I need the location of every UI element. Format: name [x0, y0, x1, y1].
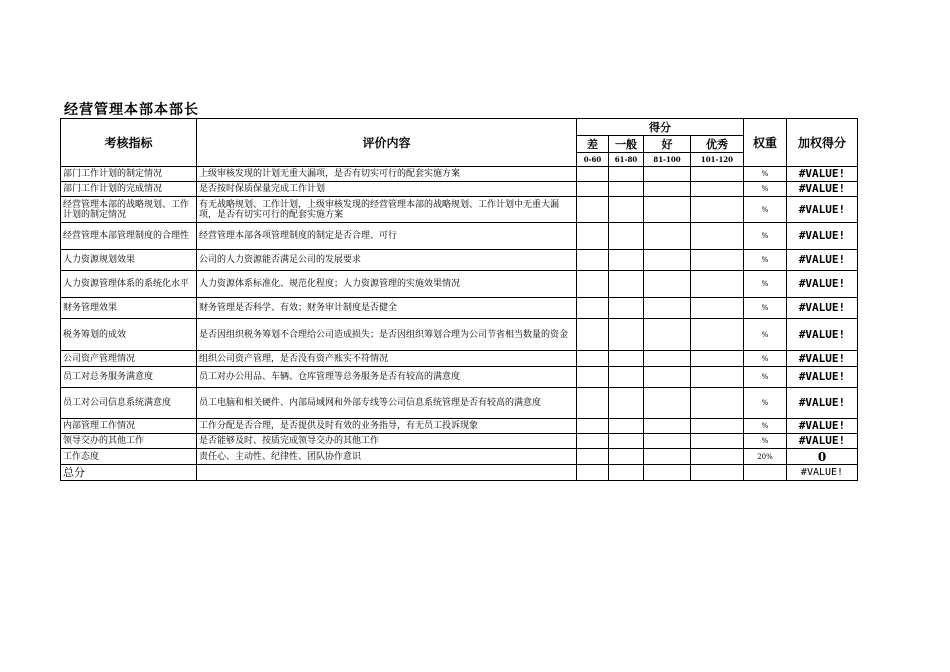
- score-cell[interactable]: [691, 182, 744, 197]
- header-score: 得分: [577, 119, 744, 136]
- weighted-score-cell: #VALUE!: [787, 319, 858, 351]
- content-cell: 员工电脑和相关硬件、内部局域网和外部专线等公司信息系统管理是否有较高的满意度: [197, 388, 577, 419]
- indicator-cell: 税务筹划的成效: [61, 319, 197, 351]
- header-range-excellent: 101-120: [691, 153, 744, 167]
- indicator-cell: 人力资源管理体系的系统化水平: [61, 271, 197, 298]
- sheet-title: 经营管理本部本部长: [64, 102, 199, 118]
- indicator-cell: 内部管理工作情况: [61, 419, 197, 434]
- score-cell[interactable]: [609, 465, 644, 481]
- score-cell[interactable]: [691, 419, 744, 434]
- score-cell[interactable]: [691, 298, 744, 319]
- weight-cell[interactable]: %: [744, 298, 787, 319]
- score-cell[interactable]: [609, 351, 644, 367]
- weight-cell[interactable]: %: [744, 434, 787, 449]
- score-cell[interactable]: [609, 367, 644, 388]
- score-cell[interactable]: [577, 351, 609, 367]
- score-cell[interactable]: [577, 449, 609, 465]
- indicator-cell: 经营管理本部管理制度的合理性: [61, 223, 197, 250]
- header-level-average: 一般: [609, 136, 644, 153]
- weighted-score-cell: #VALUE!: [787, 367, 858, 388]
- weight-cell[interactable]: %: [744, 250, 787, 271]
- weighted-score-cell: #VALUE!: [787, 271, 858, 298]
- score-cell[interactable]: [691, 250, 744, 271]
- weighted-score-cell: 0: [787, 449, 858, 465]
- score-cell[interactable]: [609, 223, 644, 250]
- weighted-score-cell: #VALUE!: [787, 434, 858, 449]
- score-cell[interactable]: [644, 367, 691, 388]
- evaluation-table: [60, 118, 858, 481]
- score-cell[interactable]: [691, 271, 744, 298]
- score-cell[interactable]: [609, 419, 644, 434]
- score-cell[interactable]: [577, 250, 609, 271]
- table-row: [61, 298, 858, 319]
- score-cell[interactable]: [577, 298, 609, 319]
- table-row: [61, 449, 858, 465]
- score-cell[interactable]: [644, 449, 691, 465]
- score-cell[interactable]: [644, 167, 691, 182]
- score-cell[interactable]: [644, 319, 691, 351]
- weight-cell[interactable]: %: [744, 367, 787, 388]
- table-row: [61, 367, 858, 388]
- score-cell[interactable]: [644, 388, 691, 419]
- total-row: [61, 465, 858, 481]
- score-cell[interactable]: [691, 319, 744, 351]
- table-row: [61, 351, 858, 367]
- score-cell[interactable]: [609, 197, 644, 223]
- score-cell[interactable]: [577, 465, 609, 481]
- table-row: [61, 167, 858, 182]
- weighted-score-cell: #VALUE!: [787, 167, 858, 182]
- total-weight-cell[interactable]: [744, 465, 787, 481]
- score-cell[interactable]: [644, 298, 691, 319]
- weighted-score-cell: #VALUE!: [787, 223, 858, 250]
- content-cell: 责任心、主动性、纪律性、团队协作意识: [197, 449, 577, 465]
- indicator-cell: 财务管理效果: [61, 298, 197, 319]
- score-cell[interactable]: [577, 271, 609, 298]
- score-cell[interactable]: [691, 388, 744, 419]
- header-content: 评价内容: [197, 119, 577, 167]
- indicator-cell: 经营管理本部的战略规划、工作计划的制定情况: [61, 197, 197, 223]
- weighted-score-cell: #VALUE!: [787, 298, 858, 319]
- score-cell[interactable]: [609, 167, 644, 182]
- header-range-good: 81-100: [644, 153, 691, 167]
- weighted-score-cell: #VALUE!: [787, 250, 858, 271]
- weighted-score-cell: #VALUE!: [787, 419, 858, 434]
- score-cell[interactable]: [691, 367, 744, 388]
- indicator-cell: 工作态度: [61, 449, 197, 465]
- score-cell[interactable]: [577, 182, 609, 197]
- weight-cell[interactable]: 20%: [744, 449, 787, 465]
- score-cell[interactable]: [577, 167, 609, 182]
- score-cell[interactable]: [644, 271, 691, 298]
- header-weighted-score: 加权得分: [787, 119, 858, 167]
- weight-cell[interactable]: %: [744, 419, 787, 434]
- content-cell: 是否按时保质保量完成工作计划: [197, 182, 577, 197]
- score-cell[interactable]: [609, 319, 644, 351]
- score-cell[interactable]: [691, 197, 744, 223]
- content-cell: 有无战略规划、工作计划，上级审核发现的经营管理本部的战略规划、工作计划中无重大漏项，是否有切实可行的配套实施方案: [197, 197, 577, 223]
- score-cell[interactable]: [609, 271, 644, 298]
- score-cell[interactable]: [644, 419, 691, 434]
- content-cell: 上级审核发现的计划无重大漏项，是否有切实可行的配套实施方案: [197, 167, 577, 182]
- score-cell[interactable]: [644, 182, 691, 197]
- indicator-cell: 部门工作计划的制定情况: [61, 167, 197, 182]
- content-cell: 工作分配是否合理，是否提供及时有效的业务指导，有无员工投诉现象: [197, 419, 577, 434]
- weight-cell[interactable]: %: [744, 182, 787, 197]
- indicator-cell: 人力资源规划效果: [61, 250, 197, 271]
- table-row: [61, 271, 858, 298]
- indicator-cell: 领导交办的其他工作: [61, 434, 197, 449]
- score-cell[interactable]: [644, 434, 691, 449]
- header-level-good: 好: [644, 136, 691, 153]
- table-row: [61, 388, 858, 419]
- score-cell[interactable]: [644, 250, 691, 271]
- total-content-cell: [197, 465, 577, 481]
- score-cell[interactable]: [609, 298, 644, 319]
- header-level-excellent: 优秀: [691, 136, 744, 153]
- score-cell[interactable]: [691, 465, 744, 481]
- content-cell: 公司的人力资源能否满足公司的发展要求: [197, 250, 577, 271]
- content-cell: 员工对办公用品、车辆、仓库管理等总务服务是否有较高的满意度: [197, 367, 577, 388]
- header-indicator: 考核指标: [61, 119, 197, 167]
- header-level-poor: 差: [577, 136, 609, 153]
- score-cell[interactable]: [691, 449, 744, 465]
- weight-cell[interactable]: %: [744, 351, 787, 367]
- score-cell[interactable]: [609, 182, 644, 197]
- score-cell[interactable]: [577, 197, 609, 223]
- indicator-cell: 公司资产管理情况: [61, 351, 197, 367]
- score-cell[interactable]: [644, 465, 691, 481]
- table-row: [61, 319, 858, 351]
- header-weight: 权重: [744, 119, 787, 167]
- score-cell[interactable]: [691, 167, 744, 182]
- weight-cell[interactable]: %: [744, 197, 787, 223]
- weight-cell[interactable]: %: [744, 271, 787, 298]
- score-cell[interactable]: [577, 367, 609, 388]
- score-cell[interactable]: [577, 434, 609, 449]
- content-cell: 经营管理本部各项管理制度的制定是否合理、可行: [197, 223, 577, 250]
- total-score-cell: #VALUE!: [787, 465, 858, 481]
- score-cell[interactable]: [644, 223, 691, 250]
- score-cell[interactable]: [691, 223, 744, 250]
- score-cell[interactable]: [609, 434, 644, 449]
- table-row: [61, 197, 858, 223]
- score-cell[interactable]: [577, 419, 609, 434]
- weighted-score-cell: #VALUE!: [787, 182, 858, 197]
- indicator-cell: 员工对总务服务满意度: [61, 367, 197, 388]
- table-row: [61, 434, 858, 449]
- indicator-cell: 部门工作计划的完成情况: [61, 182, 197, 197]
- score-cell[interactable]: [609, 388, 644, 419]
- score-cell[interactable]: [577, 223, 609, 250]
- score-cell[interactable]: [691, 351, 744, 367]
- score-cell[interactable]: [609, 449, 644, 465]
- header-range-average: 61-80: [609, 153, 644, 167]
- score-cell[interactable]: [691, 434, 744, 449]
- content-cell: 是否因组织税务筹划不合理给公司造成损失；是否因组织筹划合理为公司节省相当数量的资金: [197, 319, 577, 351]
- content-cell: 组织公司资产管理，是否没有资产账实不符情况: [197, 351, 577, 367]
- weight-cell[interactable]: %: [744, 167, 787, 182]
- weight-cell[interactable]: %: [744, 388, 787, 419]
- content-cell: 是否能够及时、按质完成领导交办的其他工作: [197, 434, 577, 449]
- score-cell[interactable]: [609, 250, 644, 271]
- table-row: [61, 182, 858, 197]
- weight-cell[interactable]: %: [744, 319, 787, 351]
- content-cell: 财务管理是否科学、有效；财务审计制度是否健全: [197, 298, 577, 319]
- weight-cell[interactable]: %: [744, 223, 787, 250]
- content-cell: 人力资源体系标准化、规范化程度；人力资源管理的实施效果情况: [197, 271, 577, 298]
- weighted-score-cell: #VALUE!: [787, 351, 858, 367]
- score-cell[interactable]: [644, 197, 691, 223]
- score-cell[interactable]: [577, 319, 609, 351]
- table-row: [61, 250, 858, 271]
- weighted-score-cell: #VALUE!: [787, 388, 858, 419]
- indicator-cell: 员工对公司信息系统满意度: [61, 388, 197, 419]
- table-row: [61, 419, 858, 434]
- header-range-poor: 0-60: [577, 153, 609, 167]
- score-cell[interactable]: [644, 351, 691, 367]
- weighted-score-cell: #VALUE!: [787, 197, 858, 223]
- total-label: 总分: [61, 465, 197, 481]
- score-cell[interactable]: [577, 388, 609, 419]
- table-row: [61, 223, 858, 250]
